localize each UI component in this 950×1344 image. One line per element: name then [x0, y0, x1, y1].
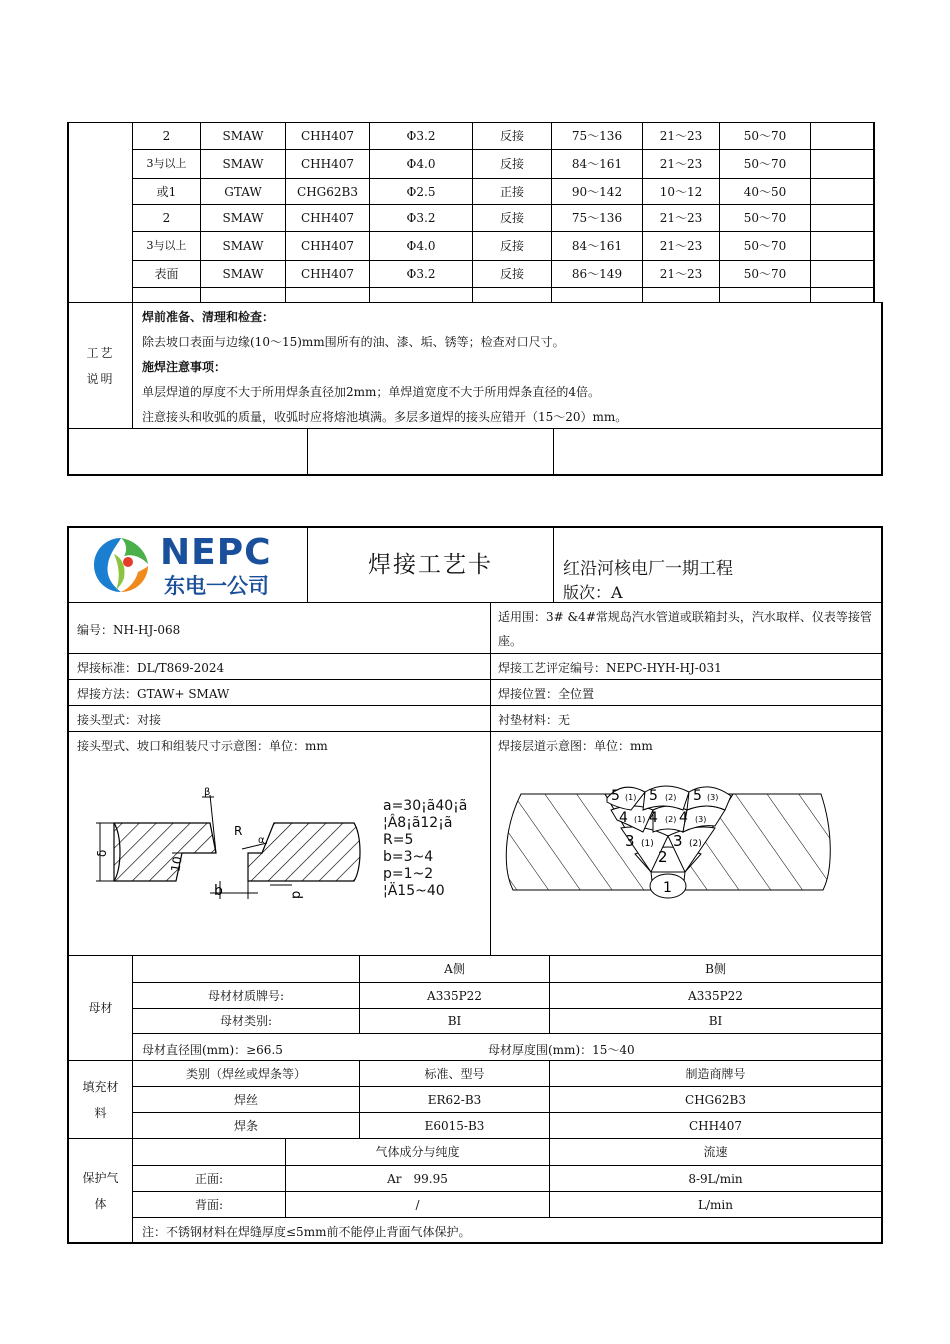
diameter-range: 母材直径围(mm)：≥66.5	[142, 1043, 283, 1057]
gas-back-label: 背面:	[194, 1197, 224, 1212]
filler-wire: 焊丝	[233, 1092, 258, 1107]
top-table-cell: 21～23	[659, 129, 703, 143]
top-table-cell: 反接	[499, 267, 524, 281]
layer-label: 4	[649, 810, 658, 826]
groove-label-thickness: δ	[95, 849, 109, 857]
filler-rod-brand: CHH407	[688, 1118, 742, 1133]
version: 版次：A	[563, 583, 623, 602]
company-logo	[88, 532, 288, 598]
layer-label: (1)	[625, 793, 637, 802]
material-class-b: BⅠ	[708, 1014, 723, 1028]
filler-label: 填充材料	[82, 1079, 119, 1120]
top-table-cell: SMAW	[222, 129, 264, 143]
filler-wire-brand: CHG62B3	[685, 1092, 746, 1107]
layer-label: (1)	[641, 839, 654, 849]
groove-label-root: p	[289, 890, 304, 899]
welding-position: 焊接位置：全位置	[498, 687, 595, 701]
top-table-cell: CHH407	[300, 129, 354, 143]
notes-line-thickness: 单层焊道的厚度不大于所用焊条直径加2mm；单焊道宽度不大于所用焊条直径的4倍。	[142, 385, 601, 399]
notes-line-joints: 注意接头和收弧的质量，收弧时应将熔池填满。多层多道焊的接头应错开（15～20）mm。	[142, 410, 628, 424]
layer-diagram-title: 焊接层道示意图：单位：mm	[498, 739, 653, 753]
top-table-cell: 反接	[499, 211, 524, 225]
filler-type-header: 类别（焊丝或焊条等）	[185, 1066, 306, 1081]
groove-param: b=3~4	[383, 849, 434, 865]
layer-diagram	[503, 780, 833, 900]
layer-label: (2)	[665, 815, 677, 824]
logo-subtext: 东电一公司	[164, 574, 269, 598]
layer-label: 4	[679, 810, 688, 826]
groove-label-10: 10	[168, 855, 185, 873]
top-table-cell	[811, 150, 873, 178]
top-table-cell: 表面	[154, 267, 179, 281]
base-metal-label: 母材	[88, 1001, 113, 1015]
top-table-cell: 40～50	[743, 184, 787, 199]
top-table-cell: 21～23	[659, 211, 703, 225]
layer-label: 5	[649, 788, 658, 804]
top-table-cell: 反接	[499, 157, 524, 171]
filler-wire-standard: ER62-B3	[427, 1092, 482, 1107]
top-table-cell: CHH407	[300, 211, 354, 225]
project-name: 红沿河核电厂一期工程	[563, 559, 733, 579]
top-table-cell: 50～70	[743, 239, 787, 253]
layer-label: (2)	[689, 839, 702, 849]
layer-label: 1	[663, 880, 672, 896]
top-table-cell: Φ3.2	[406, 267, 436, 281]
groove-param: ¦Â8¡ã12¡ã	[383, 815, 453, 831]
groove-param: R=5	[383, 832, 414, 848]
notes-heading-welding: 施焊注意事项：	[142, 360, 227, 374]
top-table-cell: CHH407	[300, 157, 354, 171]
top-table-cell: 50～70	[743, 157, 787, 171]
filler-rod: 焊条	[233, 1118, 258, 1133]
gas-note: 注：不锈钢材料在焊缝厚度≤5mm前不能停止背面气体保护。	[142, 1225, 471, 1239]
top-table-cell: 75～136	[571, 211, 623, 225]
top-table-cell	[811, 232, 873, 260]
gas-flow-header: 流速	[703, 1145, 728, 1159]
groove-diagram-title: 接头型式、坡口和组装尺寸示意图：单位：mm	[77, 739, 328, 753]
material-class-a: BⅠ	[447, 1014, 462, 1028]
top-table-cell: Φ2.5	[406, 184, 436, 199]
layer-label: (3)	[707, 793, 719, 802]
top-table-cell: 21～23	[659, 267, 703, 281]
top-table-cell: 2	[162, 129, 171, 143]
material-class-label: 母材类别:	[219, 1014, 273, 1028]
top-table-cell	[811, 261, 873, 287]
top-table-cell: 反接	[499, 239, 524, 253]
welding-method: 焊接方法：GTAW+ SMAW	[77, 687, 230, 701]
notes-heading-prep: 焊前准备、清理和检查：	[142, 310, 275, 324]
top-table-cell: 或1	[156, 184, 177, 199]
layer-label: 3	[625, 832, 635, 850]
scope: 适用围：3# &4#常规岛汽水管道或联箱封头，汽水取样、仪表等接管座。	[498, 610, 872, 648]
top-table-cell: Φ3.2	[406, 129, 436, 143]
procedure-number: 编号：NH-HJ-068	[77, 623, 181, 637]
layer-label: 2	[658, 848, 668, 866]
pqr-number: 焊接工艺评定编号：NEPC-HYH-HJ-031	[498, 661, 722, 675]
groove-param: a=30¡ã40¡ã	[383, 798, 468, 814]
filler-rod-standard: E6015-B3	[424, 1118, 485, 1133]
thickness-range: 母材厚度围(mm)：15～40	[488, 1043, 635, 1057]
material-grade-a: A335P22	[427, 988, 482, 1003]
side-b-header: B侧	[705, 962, 726, 976]
top-table-cell: 84～161	[571, 157, 623, 171]
top-table-cell: Φ4.0	[406, 239, 436, 253]
top-table-cell: 21～23	[659, 239, 703, 253]
groove-parameters	[383, 798, 467, 900]
top-table-cell: 50～70	[743, 129, 787, 143]
groove-diagram	[92, 785, 392, 915]
filler-standard-header: 标准、型号	[424, 1066, 485, 1081]
top-table-cell: CHH407	[300, 239, 354, 253]
shielding-gas-label: 保护气体	[82, 1170, 119, 1211]
top-table-cell: 2	[162, 211, 171, 225]
layer-label: 3	[673, 832, 683, 850]
top-table-cell: 3与以上	[146, 239, 187, 252]
top-table-cell: 86～149	[571, 267, 623, 281]
top-table-cell: GTAW	[224, 184, 262, 199]
gas-front-flow: 8-9L/min	[688, 1171, 743, 1186]
card-title: 焊接工艺卡	[368, 552, 493, 578]
layer-label: 5	[693, 788, 702, 804]
layer-label: 4	[619, 810, 628, 826]
top-table-cell: CHG62B3	[297, 184, 358, 199]
joint-type: 接头型式：对接	[77, 713, 162, 727]
groove-label-alpha: α	[258, 835, 265, 846]
top-table-cell: SMAW	[222, 157, 264, 171]
material-grade-label: 母材材质牌号:	[207, 988, 285, 1003]
groove-param: ¦Ä15~40	[383, 883, 445, 899]
groove-param: p=1~2	[383, 866, 434, 882]
top-table-cell: Φ3.2	[406, 211, 436, 225]
top-table-cell: SMAW	[222, 239, 264, 253]
top-table-cell: 10～12	[659, 184, 703, 199]
groove-label-beta: β	[204, 787, 211, 798]
top-table-cell: 3与以上	[146, 157, 187, 170]
layer-label: (2)	[665, 793, 677, 802]
gas-front-composition: Ar 99.95	[387, 1171, 448, 1186]
top-table-cell: Φ4.0	[406, 157, 436, 171]
top-table-cell: 正接	[499, 184, 524, 199]
top-table-cell: 50～70	[743, 211, 787, 225]
backing-material: 衬垫材料：无	[498, 713, 571, 727]
groove-label-gap: b	[214, 883, 223, 899]
gas-back-composition: /	[415, 1197, 420, 1212]
gas-composition-header: 气体成分与纯度	[375, 1145, 460, 1159]
process-label: 工艺说明	[86, 345, 115, 386]
top-table-cell	[811, 205, 873, 231]
layer-label: (3)	[695, 815, 707, 824]
logo-text: NEPC	[160, 532, 272, 573]
material-grade-b: A335P22	[688, 988, 743, 1003]
top-table-cell: 21～23	[659, 157, 703, 171]
top-table-cell: 75～136	[571, 129, 623, 143]
top-table-cell: 反接	[499, 129, 524, 143]
top-table-cell: 50～70	[743, 267, 787, 281]
top-table-cell: 90～142	[571, 184, 623, 199]
top-table-cell	[811, 123, 873, 149]
gas-front-label: 正面:	[194, 1171, 224, 1186]
layer-label: (1)	[634, 815, 646, 824]
groove-label-radius: R	[234, 824, 243, 838]
side-a-header: A侧	[444, 962, 465, 976]
logo-emblem	[88, 532, 154, 598]
top-table-cell: SMAW	[222, 267, 264, 281]
gas-back-flow: L/min	[698, 1197, 733, 1212]
filler-brand-header: 制造商牌号	[685, 1066, 746, 1081]
top-table-cell: SMAW	[222, 211, 264, 225]
top-table-cell	[811, 179, 873, 204]
welding-standard: 焊接标准：DL/T869-2024	[77, 661, 225, 675]
top-table-cell: 84～161	[571, 239, 623, 253]
notes-line-cleaning: 除去坡口表面与边缘(10～15)mm围所有的油、漆、垢、锈等；检查对口尺寸。	[142, 335, 565, 349]
layer-label: 5	[611, 788, 620, 804]
top-table-cell: CHH407	[300, 267, 354, 281]
